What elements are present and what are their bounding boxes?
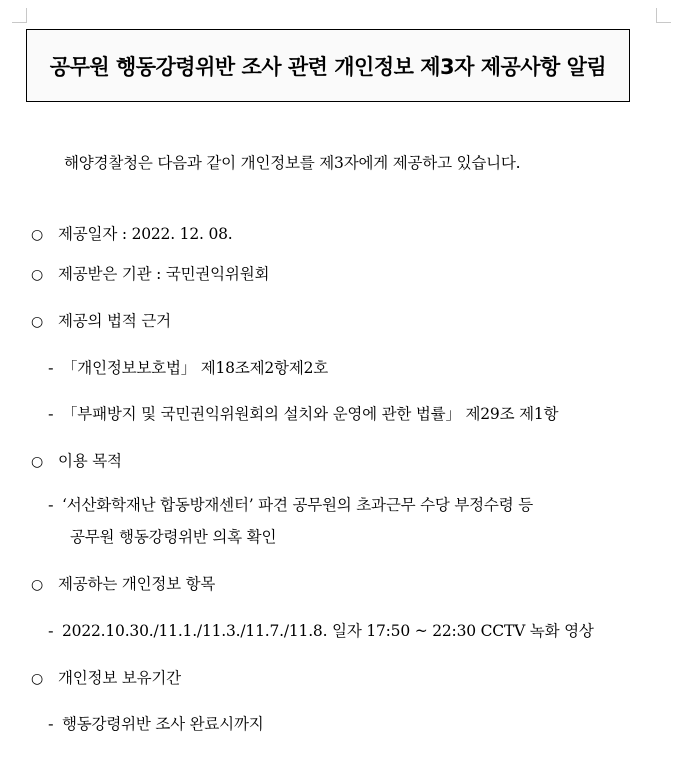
sub-item-data-items — [48, 620, 594, 642]
legal-basis-heading: 제공의 법적 근거 — [58, 312, 171, 330]
sub-item-legal-basis-1 — [48, 357, 328, 379]
list-item-legal-basis — [31, 310, 171, 333]
bullet-circle: ○ — [31, 227, 44, 243]
data-items-heading: 제공하는 개인정보 항목 — [58, 575, 216, 593]
sub-item-retention — [48, 713, 264, 735]
intro-paragraph: 해양경찰청은 다음과 같이 개인정보를 제3자에게 제공하고 있습니다. — [64, 154, 521, 172]
dash-marker: - — [48, 715, 54, 733]
title-box — [26, 29, 630, 102]
retention-heading: 개인정보 보유기간 — [58, 669, 181, 687]
dash-marker: - — [48, 622, 54, 640]
purpose-text-line1: ‘서산화학재난 합동방재센터’ 파견 공무원의 초과근무 수당 부정수령 등 — [62, 496, 533, 514]
bullet-circle: ○ — [31, 314, 44, 330]
data-items-text: 2022.10.30./11.1./11.3./11.7./11.8. 일자 17:50 ~ 22:30 CCTV 녹화 영상 — [62, 622, 594, 640]
legal-basis-text-1: 「개인정보보호법」 제18조제2항제2호 — [62, 359, 329, 377]
bullet-circle: ○ — [31, 671, 44, 687]
bullet-circle: ○ — [31, 267, 44, 283]
dash-marker: - — [48, 496, 54, 514]
sub-item-legal-basis-2 — [48, 403, 558, 425]
document-title: 공무원 행동강령위반 조사 관련 개인정보 제3자 제공사항 알림 — [49, 54, 607, 79]
list-item-retention — [31, 667, 181, 690]
legal-basis-text-2: 「부패방지 및 국민권익위원회의 설치와 운영에 관한 법률」 제29조 제1항 — [62, 405, 559, 423]
purpose-text-line2: 공무원 행동강령위반 의혹 확인 — [70, 528, 277, 546]
crop-mark-top-right — [656, 8, 671, 23]
list-item-purpose — [31, 450, 122, 473]
list-item-recipient — [31, 263, 269, 286]
list-item-data-items — [31, 573, 215, 596]
retention-text: 행동강령위반 조사 완료시까지 — [62, 715, 264, 733]
provision-date-text: 제공일자 : 2022. 12. 08. — [58, 225, 233, 243]
purpose-heading: 이용 목적 — [58, 452, 122, 470]
bullet-circle: ○ — [31, 454, 44, 470]
dash-marker: - — [48, 359, 54, 377]
bullet-circle: ○ — [31, 577, 44, 593]
sub-item-purpose — [48, 494, 533, 516]
dash-marker: - — [48, 405, 54, 423]
list-item-provision-date — [31, 223, 233, 246]
recipient-text: 제공받은 기관 : 국민권익위원회 — [58, 265, 270, 283]
crop-mark-top-left — [12, 8, 27, 23]
